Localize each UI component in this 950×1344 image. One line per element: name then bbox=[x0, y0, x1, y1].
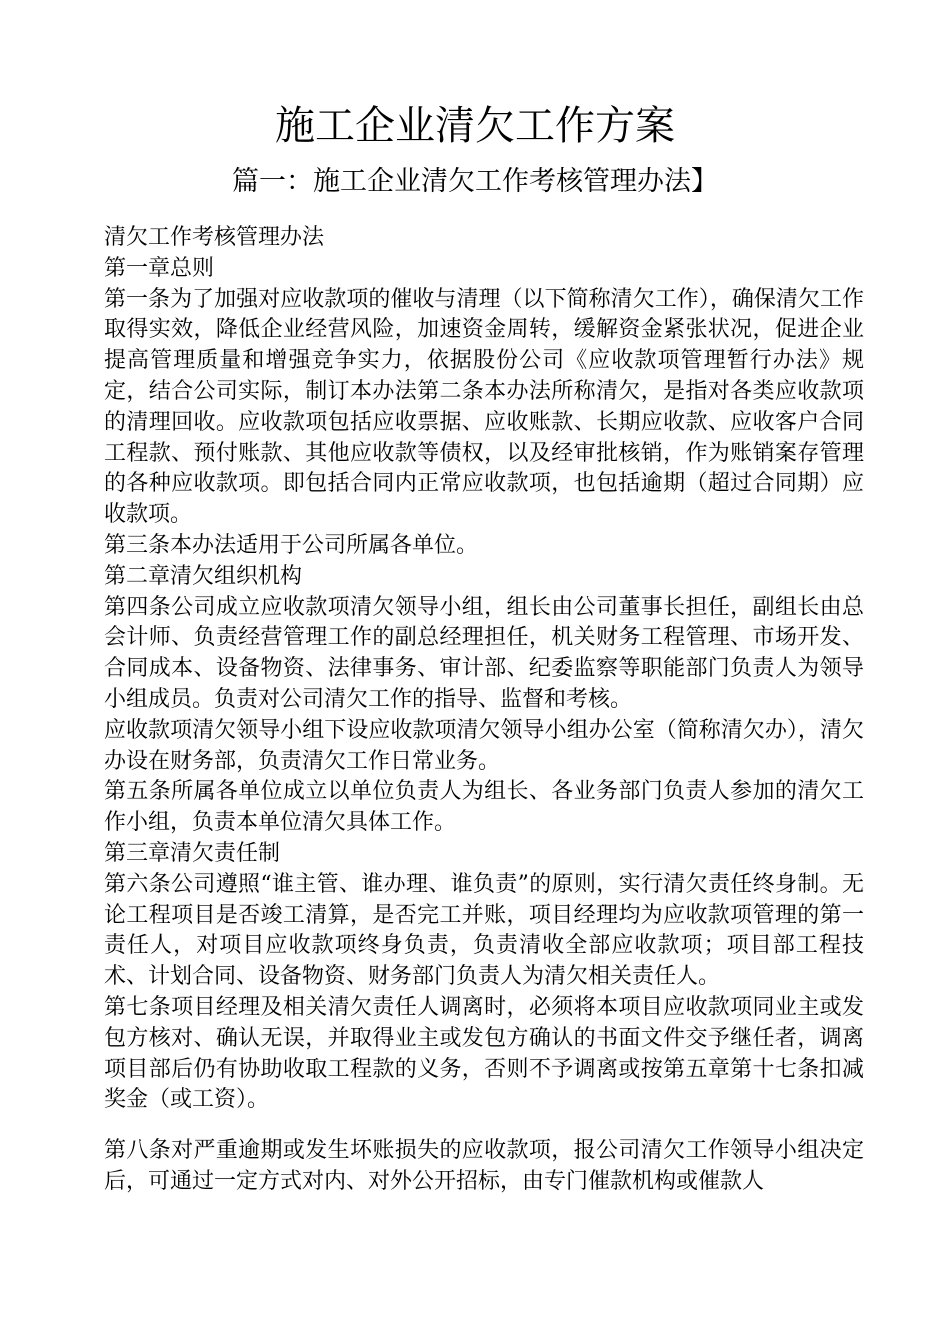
body-paragraph: 第五条所属各单位成立以单位负责人为组长、各业务部门负责人参加的清欠工作小组，负责本单位清欠具体工作。 bbox=[104, 779, 864, 836]
body-paragraph: 第四条公司成立应收款项清欠领导小组，组长由公司董事长担任，副组长由总会计师、负责经营管理工作的副总经理担任，机关财务工程管理、市场开发、合同成本、设备物资、法律事务、审计部、纪委监察等职能部门负责人为领导小组成员。负责对公司清欠工作的指导、监督和考核。 bbox=[104, 594, 864, 712]
body-paragraph: 第七条项目经理及相关清欠责任人调离时，必须将本项目应收款项同业主或发包方核对、确认无误，并取得业主或发包方确认的书面文件交予继任者，调离项目部后仍有协助收取工程款的义务，否则不予调离或按第五章第十七条扣减奖金（或工资）。 bbox=[104, 994, 864, 1113]
body-paragraph: 第三条本办法适用于公司所属各单位。 bbox=[104, 532, 479, 558]
chapter-heading: 第二章清欠组织机构 bbox=[104, 563, 303, 589]
section-heading: 清欠工作考核管理办法 bbox=[104, 225, 325, 250]
body-paragraph: 应收款项清欠领导小组下设应收款项清欠领导小组办公室（简称清欠办），清欠办设在财务部，负责清欠工作日常业务。 bbox=[104, 717, 864, 774]
body-paragraph: 第一条为了加强对应收款项的催收与清理（以下简称清欠工作），确保清欠工作取得实效，降低企业经营风险，加速资金周转，缓解资金紧张状况，促进企业提高管理质量和增强竞争实力，依据股份公司《应收款项管理暂行办法》规定，结合公司实际，制订本办法第二条本办法所称清欠，是指对各类应收款项的清理回收。应收款项包括应收票据、应收账款、长期应收款、应收客户合同工程款、预付账款、其他应收款等债权，以及经审批核销，作为账销案存管理的各种应收款项。即包括合同内正常应收款项，也包括逾期（超过合同期）应收款项。 bbox=[104, 286, 864, 528]
document-subtitle: 篇一：施工企业清欠工作考核管理办法】 bbox=[232, 166, 718, 197]
body-paragraph: 第八条对严重逾期或发生坏账损失的应收款项，报公司清欠工作领导小组决定后，可通过一定方式对内、对外公开招标，由专门催款机构或催款人 bbox=[104, 1138, 864, 1194]
chapter-heading: 第三章清欠责任制 bbox=[104, 840, 281, 866]
chapter-heading: 第一章总则 bbox=[104, 255, 215, 281]
document-title: 施工企业清欠工作方案 bbox=[275, 103, 675, 149]
document-body bbox=[104, 223, 864, 1198]
body-paragraph: 第六条公司遵照“谁主管、谁办理、谁负责”的原则，实行清欠责任终身制。无论工程项目是否竣工清算，是否完工并账，项目经理均为应收款项管理的第一责任人，对项目应收款项终身负责，负责清收全部应收款项；项目部工程技术、计划合同、设备物资、财务部门负责人为清欠相关责任人。 bbox=[104, 871, 864, 990]
